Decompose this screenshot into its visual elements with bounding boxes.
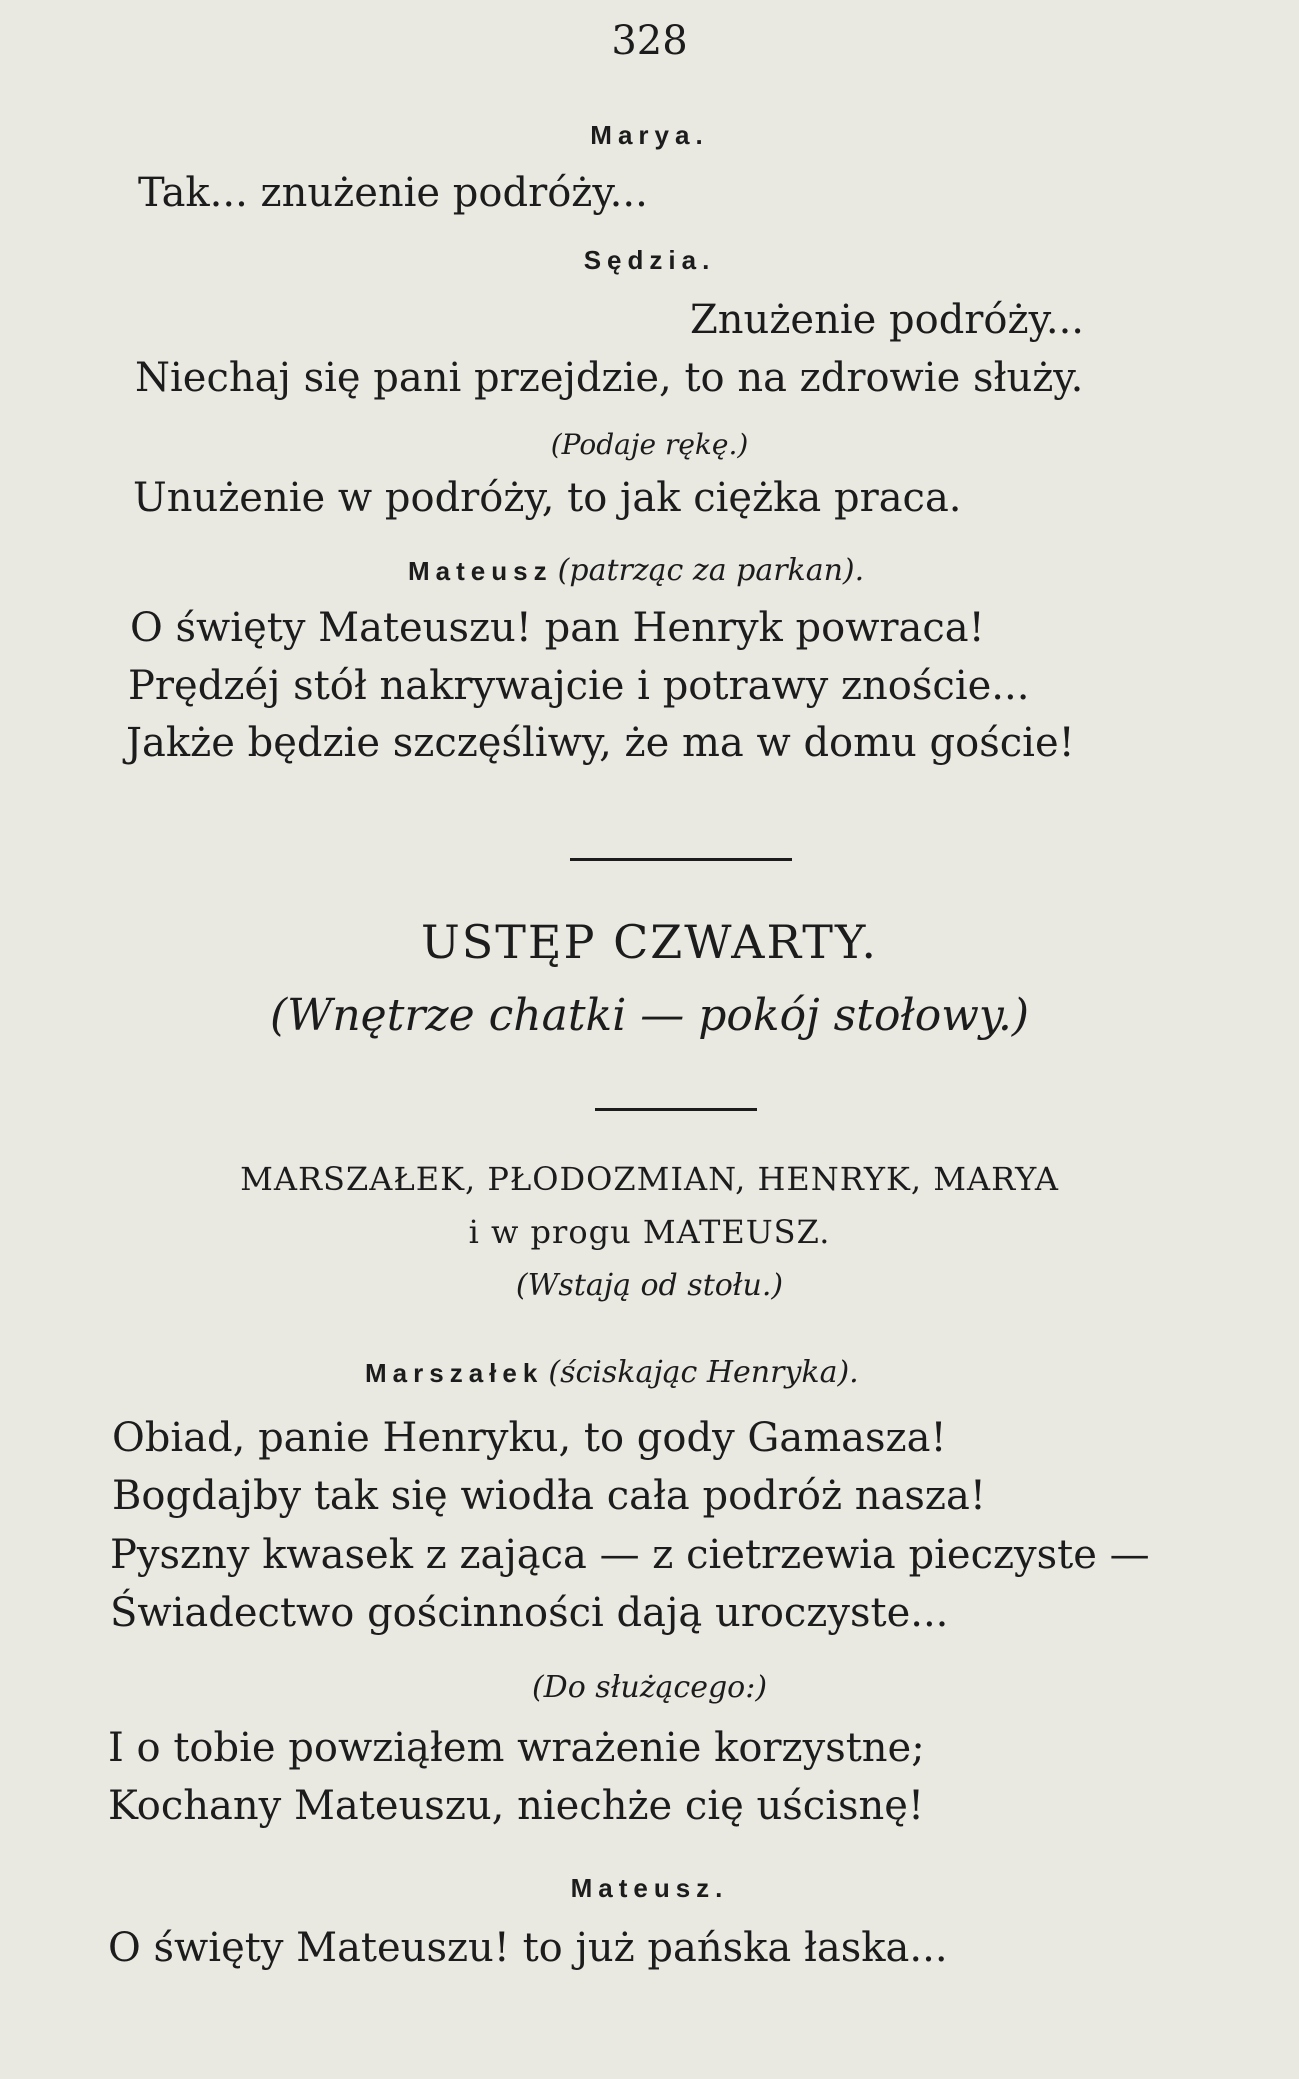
divider-rule: [570, 858, 792, 861]
act-title: USTĘP CZWARTY.: [420, 915, 879, 969]
page-number: 328: [611, 18, 688, 64]
verse-line: Pyszny kwasek z zająca — z cietrzewia pieczyste —: [110, 1532, 1150, 1578]
stage-direction: (Wstają od stołu.): [515, 1268, 784, 1303]
speaker-line-mateusz: [408, 553, 864, 588]
speaker-sedzia: Sędzia.: [583, 245, 716, 275]
verse-line: Tak... znużenie podróży...: [138, 170, 648, 216]
speaker-marya: Marya.: [590, 120, 709, 150]
divider-rule: [595, 1108, 757, 1111]
speaker-marszalek: Marszałek: [365, 1358, 544, 1388]
speaker-mateusz: Mateusz.: [570, 1873, 729, 1903]
cast-list-continued: i w progu MATEUSZ.: [468, 1213, 831, 1251]
verse-line: Unużenie w podróży, to jak ciężka praca.: [133, 475, 962, 521]
act-subtitle: (Wnętrze chatki — pokój stołowy.): [269, 990, 1030, 1041]
verse-line: Prędzéj stół nakrywajcie i potrawy znoście...: [128, 663, 1030, 709]
stage-direction: (patrząc za parkan).: [557, 553, 865, 588]
verse-line: Obiad, panie Henryku, to gody Gamasza!: [112, 1415, 947, 1461]
verse-line: I o tobie powziąłem wrażenie korzystne;: [108, 1725, 925, 1771]
verse-line: Świadectwo gościnności dają uroczyste...: [110, 1590, 949, 1636]
cast-list: MARSZAŁEK, PŁODOZMIAN, HENRYK, MARYA: [240, 1160, 1059, 1198]
verse-line: Bogdajby tak się wiodła cała podróż nasza!: [112, 1473, 986, 1519]
speaker-mateusz: Mateusz: [408, 556, 553, 586]
stage-direction: (ściskając Henryka).: [548, 1355, 859, 1390]
speaker-line-marszalek: [365, 1355, 859, 1390]
verse-line: O święty Mateuszu! to już pańska łaska...: [108, 1925, 948, 1971]
stage-direction: (Podaje rękę.): [550, 428, 749, 461]
verse-line: Znużenie podróży...: [690, 297, 1085, 343]
verse-line: O święty Mateuszu! pan Henryk powraca!: [130, 605, 985, 651]
verse-line: Niechaj się pani przejdzie, to na zdrowie służy.: [135, 355, 1084, 401]
stage-direction: (Do służącego:): [531, 1670, 768, 1705]
verse-line: Kochany Mateuszu, niechże cię uścisnę!: [108, 1783, 925, 1829]
verse-line: Jakże będzie szczęśliwy, że ma w domu goście!: [126, 720, 1075, 766]
